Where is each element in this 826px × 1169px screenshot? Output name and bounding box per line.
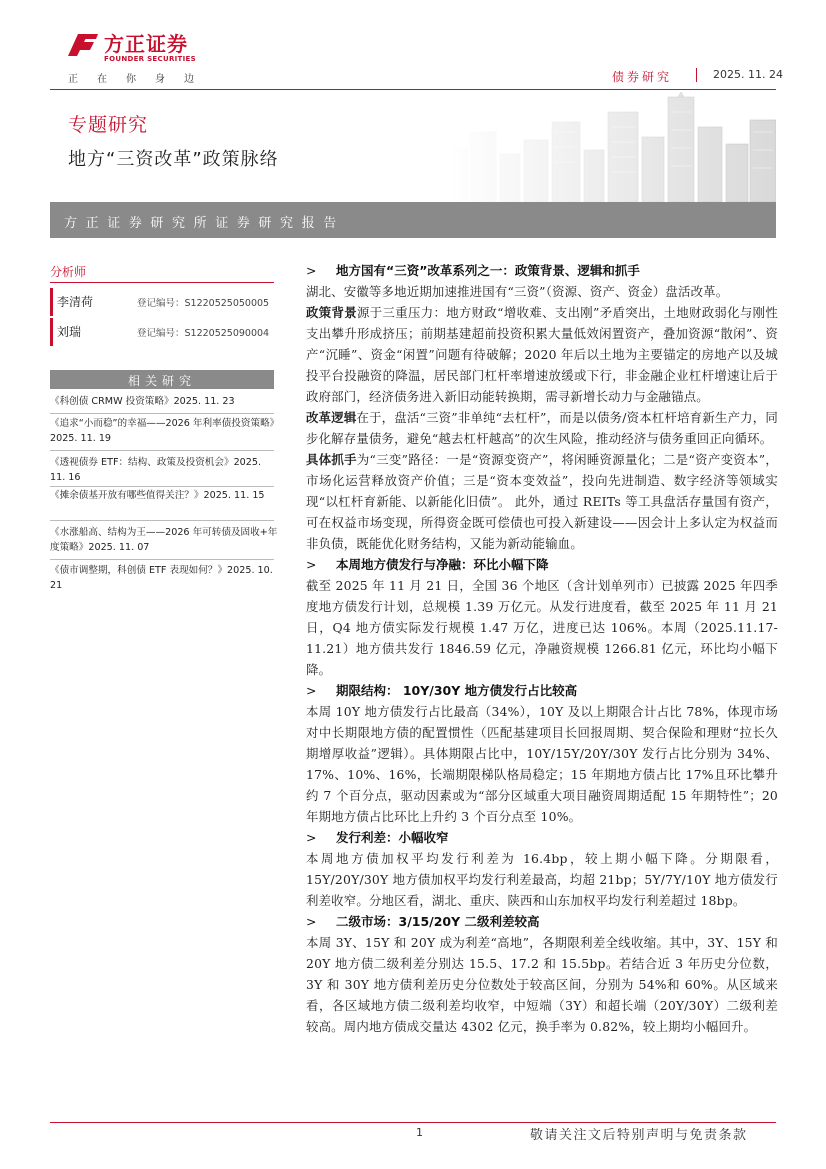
- logo-name: 方正证券: [104, 32, 188, 56]
- section-heading: [306, 911, 778, 932]
- paragraph: [306, 449, 778, 554]
- related-research-link[interactable]: 《水涨船高、结构为王——2026 年可转债及固收+年度策略》2025. 11. 07: [50, 527, 278, 553]
- section-title: 期限结构： 10Y/30Y 地方债发行占比较高: [336, 683, 578, 698]
- divider: [50, 486, 274, 487]
- paragraph-lead: 政策背景: [306, 305, 357, 320]
- paragraph: 湖北、安徽等多地近期加速推进国有“三资”（资源、资产、资金）盘活改革。: [306, 284, 729, 299]
- disclaimer-note: 敬请关注文后特别声明与免责条款: [530, 1128, 748, 1143]
- topic-label: 专题研究: [68, 114, 149, 136]
- footer-rule: [50, 1122, 776, 1123]
- divider: [50, 450, 274, 451]
- arrow-bullet-icon: >: [306, 683, 317, 698]
- founder-logo-icon: [66, 30, 100, 58]
- main-content: [306, 260, 778, 1037]
- paragraph: [306, 407, 778, 449]
- analyst-row: [50, 288, 274, 316]
- paragraph-lead: 改革逻辑: [306, 410, 357, 425]
- analyst-heading: 分析师: [50, 265, 87, 279]
- section-title: 地方国有“三资”改革系列之一：政策背景、逻辑和抓手: [336, 263, 640, 278]
- section-heading: [306, 680, 778, 701]
- analyst-registration: 登记编号：S1220525050005: [137, 298, 270, 309]
- analyst-row: [50, 318, 274, 346]
- analyst-name: 刘瑞: [57, 325, 82, 339]
- divider: [50, 520, 274, 521]
- paragraph-lead: 具体抓手: [306, 452, 357, 467]
- header-separator: [696, 68, 697, 82]
- divider: [50, 413, 274, 414]
- analyst-rule: [50, 282, 274, 283]
- paragraph: 本周地方债加权平均发行利差为 16.4bp，较上期小幅下降。分期限看，15Y/20Y/30Y 地方债加权平均发行利差最高，均超 21bp；5Y/7Y/10Y 地方债发行利差收窄。分地区看，湖北、重庆、陕西和山东加权平均发行利差超过 18bp。: [306, 851, 778, 908]
- report-date: 2025. 11. 24: [713, 68, 783, 81]
- paragraph-body: 在于，盘活“三资”非单纯“去杠杆”，而是以债务/资本杠杆培育新生产力，同步化解存量债务，避免“越去杠杆越高”的次生风险，推动经济与债务重回正向循环。: [306, 410, 778, 446]
- logo-english-name: FOUNDER SECURITIES: [104, 55, 196, 63]
- section-heading: [306, 554, 778, 575]
- report-type: 债券研究: [612, 70, 673, 84]
- analyst-registration: 登记编号：S1220525090004: [137, 328, 270, 339]
- related-research-link[interactable]: 《摊余债基开放有哪些值得关注？》2025. 11. 15: [50, 490, 265, 501]
- arrow-bullet-icon: >: [306, 263, 317, 278]
- section-title: 二级市场：3/15/20Y 二级利差较高: [336, 914, 540, 929]
- divider: [50, 559, 274, 560]
- related-research-link[interactable]: 《透视债券 ETF：结构、政策及投资机会》2025. 11. 16: [50, 457, 262, 483]
- section-heading: [306, 260, 778, 281]
- arrow-bullet-icon: >: [306, 914, 317, 929]
- analyst-name: 李清荷: [57, 295, 94, 309]
- slogan: 正在你身边: [68, 74, 213, 85]
- paragraph: [306, 302, 778, 407]
- page-number: 1: [416, 1126, 423, 1139]
- section-heading: [306, 827, 778, 848]
- institute-label: 方正证券研究所证券研究报告: [64, 216, 345, 231]
- paragraph-body: 为“三变”路径：一是“资源变资产”，将闲睡资源量化；二是“资产变资本”，市场化运营释放资产价值；三是“资本变效益”，投向先进制造、数字经济等领域实现“以杠杆育新能、以新能化旧债”。 此外，通过 REITs 等工具盘活存量国有资产，可在权益市场变现，所得资金既可偿债也可投入新建设——因会计上多认定为权益而非负债，既能优化财务结构，又能为新动能输血。: [306, 452, 778, 551]
- related-research-bar: [50, 370, 274, 389]
- related-research-link[interactable]: 《科创债 CRMW 投资策略》2025. 11. 23: [50, 396, 235, 407]
- header-rule: [50, 89, 776, 90]
- related-research-link[interactable]: 《债市调整期，科创债 ETF 表现如何？》2025. 10. 21: [50, 565, 273, 591]
- related-research-heading: 相关研究: [127, 374, 196, 388]
- arrow-bullet-icon: >: [306, 830, 317, 845]
- report-title: 地方“三资改革”政策脉络: [68, 149, 279, 170]
- paragraph: 本周 10Y 地方债发行占比最高（34%），10Y 及以上期限合计占比 78%，体现市场对中长期限地方债的配置惯性（匹配基建项目长回报周期、契合保险和理财“拉长久期增厚收益”逻辑）。具体期限占比中，10Y/15Y/20Y/30Y 发行占比分别为 34%、17%、10%、16%，长端期限梯队格局稳定；15 年期地方债占比 17%且环比攀升约 7 个百分点，驱动因素或为“部分区域重大项目融资周期适配 15 年期特性”；20 年期地方债占比环比上升约 3 个百分点至 10%。: [306, 704, 778, 824]
- related-research-link[interactable]: 《追求“小而稳”的幸福——2026 年利率债投资策略》2025. 11. 19: [50, 418, 275, 444]
- paragraph: 本周 3Y、15Y 和 20Y 成为利差“高地”，各期限利差全线收缩。其中，3Y、15Y 和 20Y 地方债二级利差分别达 15.5、17.2 和 15.5bp。若结合近 3 年历史分位数，3Y 和 30Y 地方债利差历史分位数处于较高区间，分别为 54%和 60%。从区域来看，各区域地方债二级利差均收窄，中短端（3Y）和超长端（20Y/30Y）二级利差较高。周内地方债成交量达 4302 亿元，换手率为 0.82%，较上期均小幅回升。: [306, 935, 778, 1034]
- arrow-bullet-icon: >: [306, 557, 317, 572]
- paragraph: 截至 2025 年 11 月 21 日，全国 36 个地区（含计划单列市）已披露 2025 年四季度地方债发行计划，总规模 1.39 万亿元。从发行进度看，截至 2025 年 11 月 21 日，Q4 地方债实际发行规模 1.47 万亿，进度已达 106%。本周（2025.11.17-11.21）地方债共发行 1846.59 亿元，净融资规模 1266.81 亿元，环比均小幅下降。: [306, 578, 778, 677]
- section-title: 本周地方债发行与净融：环比小幅下降: [336, 557, 549, 572]
- section-title: 发行利差：小幅收窄: [336, 830, 449, 845]
- paragraph-body: 源于三重压力：地方财政“增收难、支出刚”矛盾突出，土地财政弱化与刚性支出攀升形成挤压；前期基建超前投资积累大量低效闲置资产，叠加资源“散闲”、资产“沉睡”、资金“闲置”问题有待破解；2020 年后以土地为主要锚定的房地产以及城投平台投融资的降温，居民部门杠杆率增速放缓或下行，非金融企业杠杆增速让后于政府部门，经济债务进入新旧动能转换期，需寻新增长动力与金融锚点。: [306, 305, 778, 404]
